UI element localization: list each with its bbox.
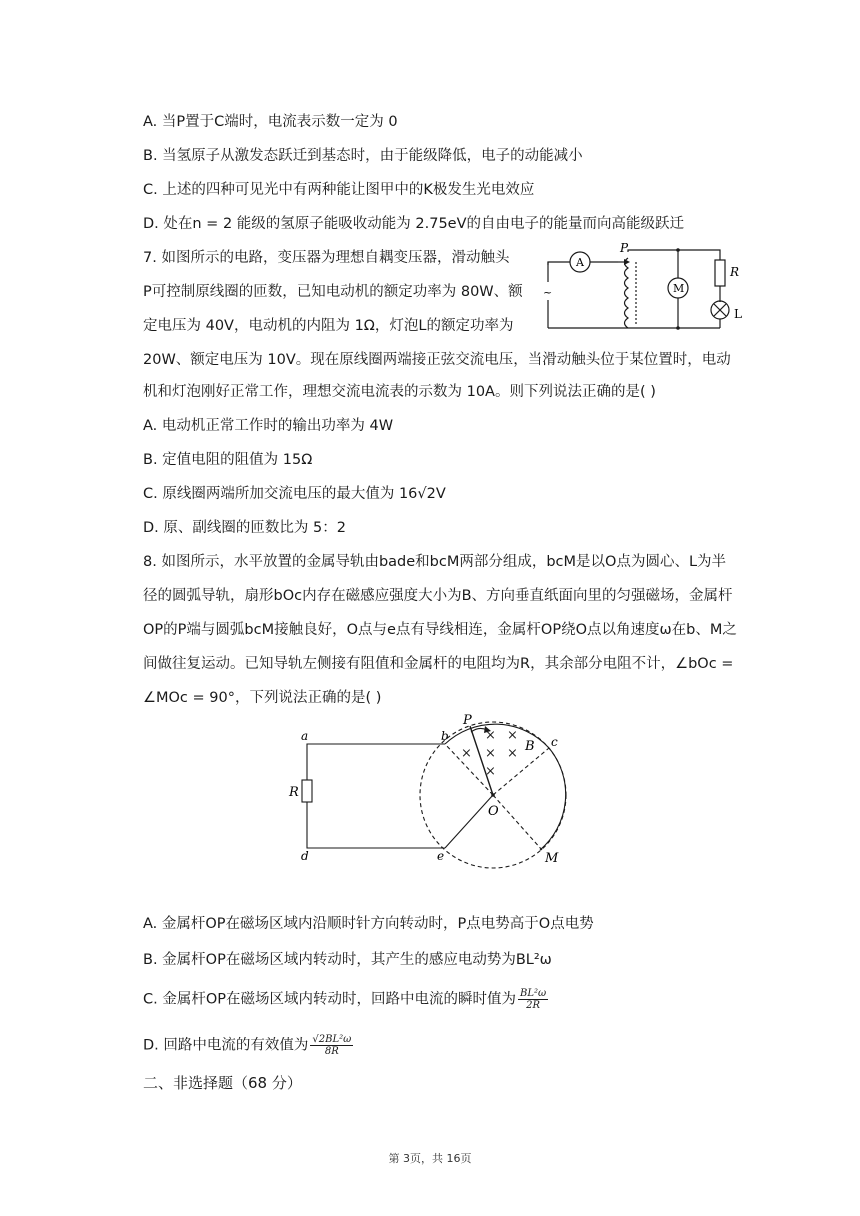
svg-text:×: × [485, 746, 496, 761]
q8-option-c-text: C. 金属杆OP在磁场区域内转动时，回路中电流的瞬时值为 [143, 991, 516, 1008]
q7-option-d: D. 原、副线圈的匝数比为 5：2 [143, 520, 346, 536]
q8-option-d-denominator: 8R [324, 1046, 339, 1057]
svg-text:×: × [461, 746, 472, 761]
q8-option-c-denominator: 2R [526, 1000, 541, 1011]
label-b-field: B [525, 739, 535, 754]
resistor-symbol [715, 260, 725, 286]
svg-text:×: × [507, 728, 518, 743]
q7-option-a: A. 电动机正常工作时的输出功率为 4W [143, 418, 394, 434]
q8-option-b: B. 金属杆OP在磁场区域内转动时，其产生的感应电动势为BL²ω [143, 952, 552, 968]
label-a: a [301, 729, 309, 743]
svg-text:×: × [485, 728, 496, 743]
label-b: b [441, 729, 449, 743]
q8-stem-line1: 8. 如图所示，水平放置的金属导轨由bade和bcM两部分组成，bcM是以O点为圆心、L为半 [143, 554, 727, 570]
q8-stem-line3: OP的P端与圆弧bcM接触良好，O点与e点有导线相连，金属杆OP绕O点以角速度ω在b、M之 [143, 622, 737, 638]
svg-text:×: × [507, 746, 518, 761]
label-o: O [488, 804, 499, 819]
label-p: P [463, 713, 472, 728]
q7-option-c: C. 原线圈两端所加交流电压的最大值为 16√2V [143, 486, 446, 502]
q7-circuit-diagram [540, 240, 760, 335]
label-m: M [545, 851, 559, 866]
q8-option-d-numerator: √2BL²ω [312, 1034, 352, 1045]
label-c: c [551, 735, 558, 749]
lamp-label: L [734, 307, 742, 321]
q7-stem-line1: 7. 如图所示的电路，变压器为理想自耦变压器，滑动触头 [143, 250, 510, 266]
label-e: e [437, 849, 445, 863]
q7-stem-line4: 20W、额定电压为 10V。现在原线圈两端接正弦交流电压，当滑动触头位于某位置时，电动 [143, 352, 731, 368]
q8-option-c-fraction [518, 988, 548, 1011]
ammeter-label: A [576, 256, 584, 269]
q8-option-d [143, 1034, 353, 1057]
page-footer: 第 3页，共 16页 [388, 1152, 472, 1165]
motor-label: M [673, 282, 685, 295]
label-r: R [289, 785, 299, 800]
section-heading: 二、非选择题（68 分） [143, 1074, 302, 1092]
source-label: ~ [543, 286, 553, 299]
q7-stem-line5: 机和灯泡刚好正常工作，理想交流电流表的示数为 10A。则下列说法正确的是( ) [143, 384, 656, 400]
q6-option-a: A. 当P置于C端时，电流表示数一定为 0 [143, 114, 398, 130]
q7-stem-line2: P可控制原线圈的匝数，已知电动机的额定功率为 80W、额 [143, 284, 523, 300]
q8-stem-line2: 径的圆弧导轨，扇形bOc内存在磁感应强度大小为B、方向垂直纸面向里的匀强磁场，金属杆 [143, 588, 733, 604]
q8-option-d-text: D. 回路中电流的有效值为 [143, 1037, 309, 1054]
svg-text:×: × [485, 764, 496, 779]
q8-rail-diagram [285, 712, 585, 872]
q8-option-c-numerator: BL²ω [520, 988, 547, 999]
q8-option-d-fraction [310, 1034, 353, 1057]
label-d: d [301, 849, 309, 863]
q7-stem-line3: 定电压为 40V，电动机的内阻为 1Ω，灯泡L的额定功率为 [143, 318, 514, 334]
q7-option-b: B. 定值电阻的阻值为 15Ω [143, 452, 313, 468]
q8-option-c [143, 988, 548, 1011]
resistor-r-symbol [302, 780, 312, 802]
q6-option-b: B. 当氢原子从激发态跃迁到基态时，由于能级降低，电子的动能减小 [143, 148, 583, 164]
magnetic-field-crosses [461, 728, 518, 779]
q6-option-d: D. 处在n = 2 能级的氢原子能吸收动能为 2.75eV的自由电子的能量而向高能级跃迁 [143, 216, 685, 232]
q6-option-c: C. 上述的四种可见光中有两种能让图甲中的K极发生光电效应 [143, 182, 535, 198]
resistor-label: R [730, 265, 740, 279]
q8-stem-line4: 间做往复运动。已知导轨左侧接有阻值和金属杆的电阻均为R，其余部分电阻不计，∠bOc = [143, 656, 734, 672]
q8-stem-line5: ∠MOc = 90°，下列说法正确的是( ) [143, 690, 382, 706]
slider-label: P [620, 241, 629, 255]
q8-option-a: A. 金属杆OP在磁场区域内沿顺时针方向转动时，P点电势高于O点电势 [143, 916, 594, 932]
